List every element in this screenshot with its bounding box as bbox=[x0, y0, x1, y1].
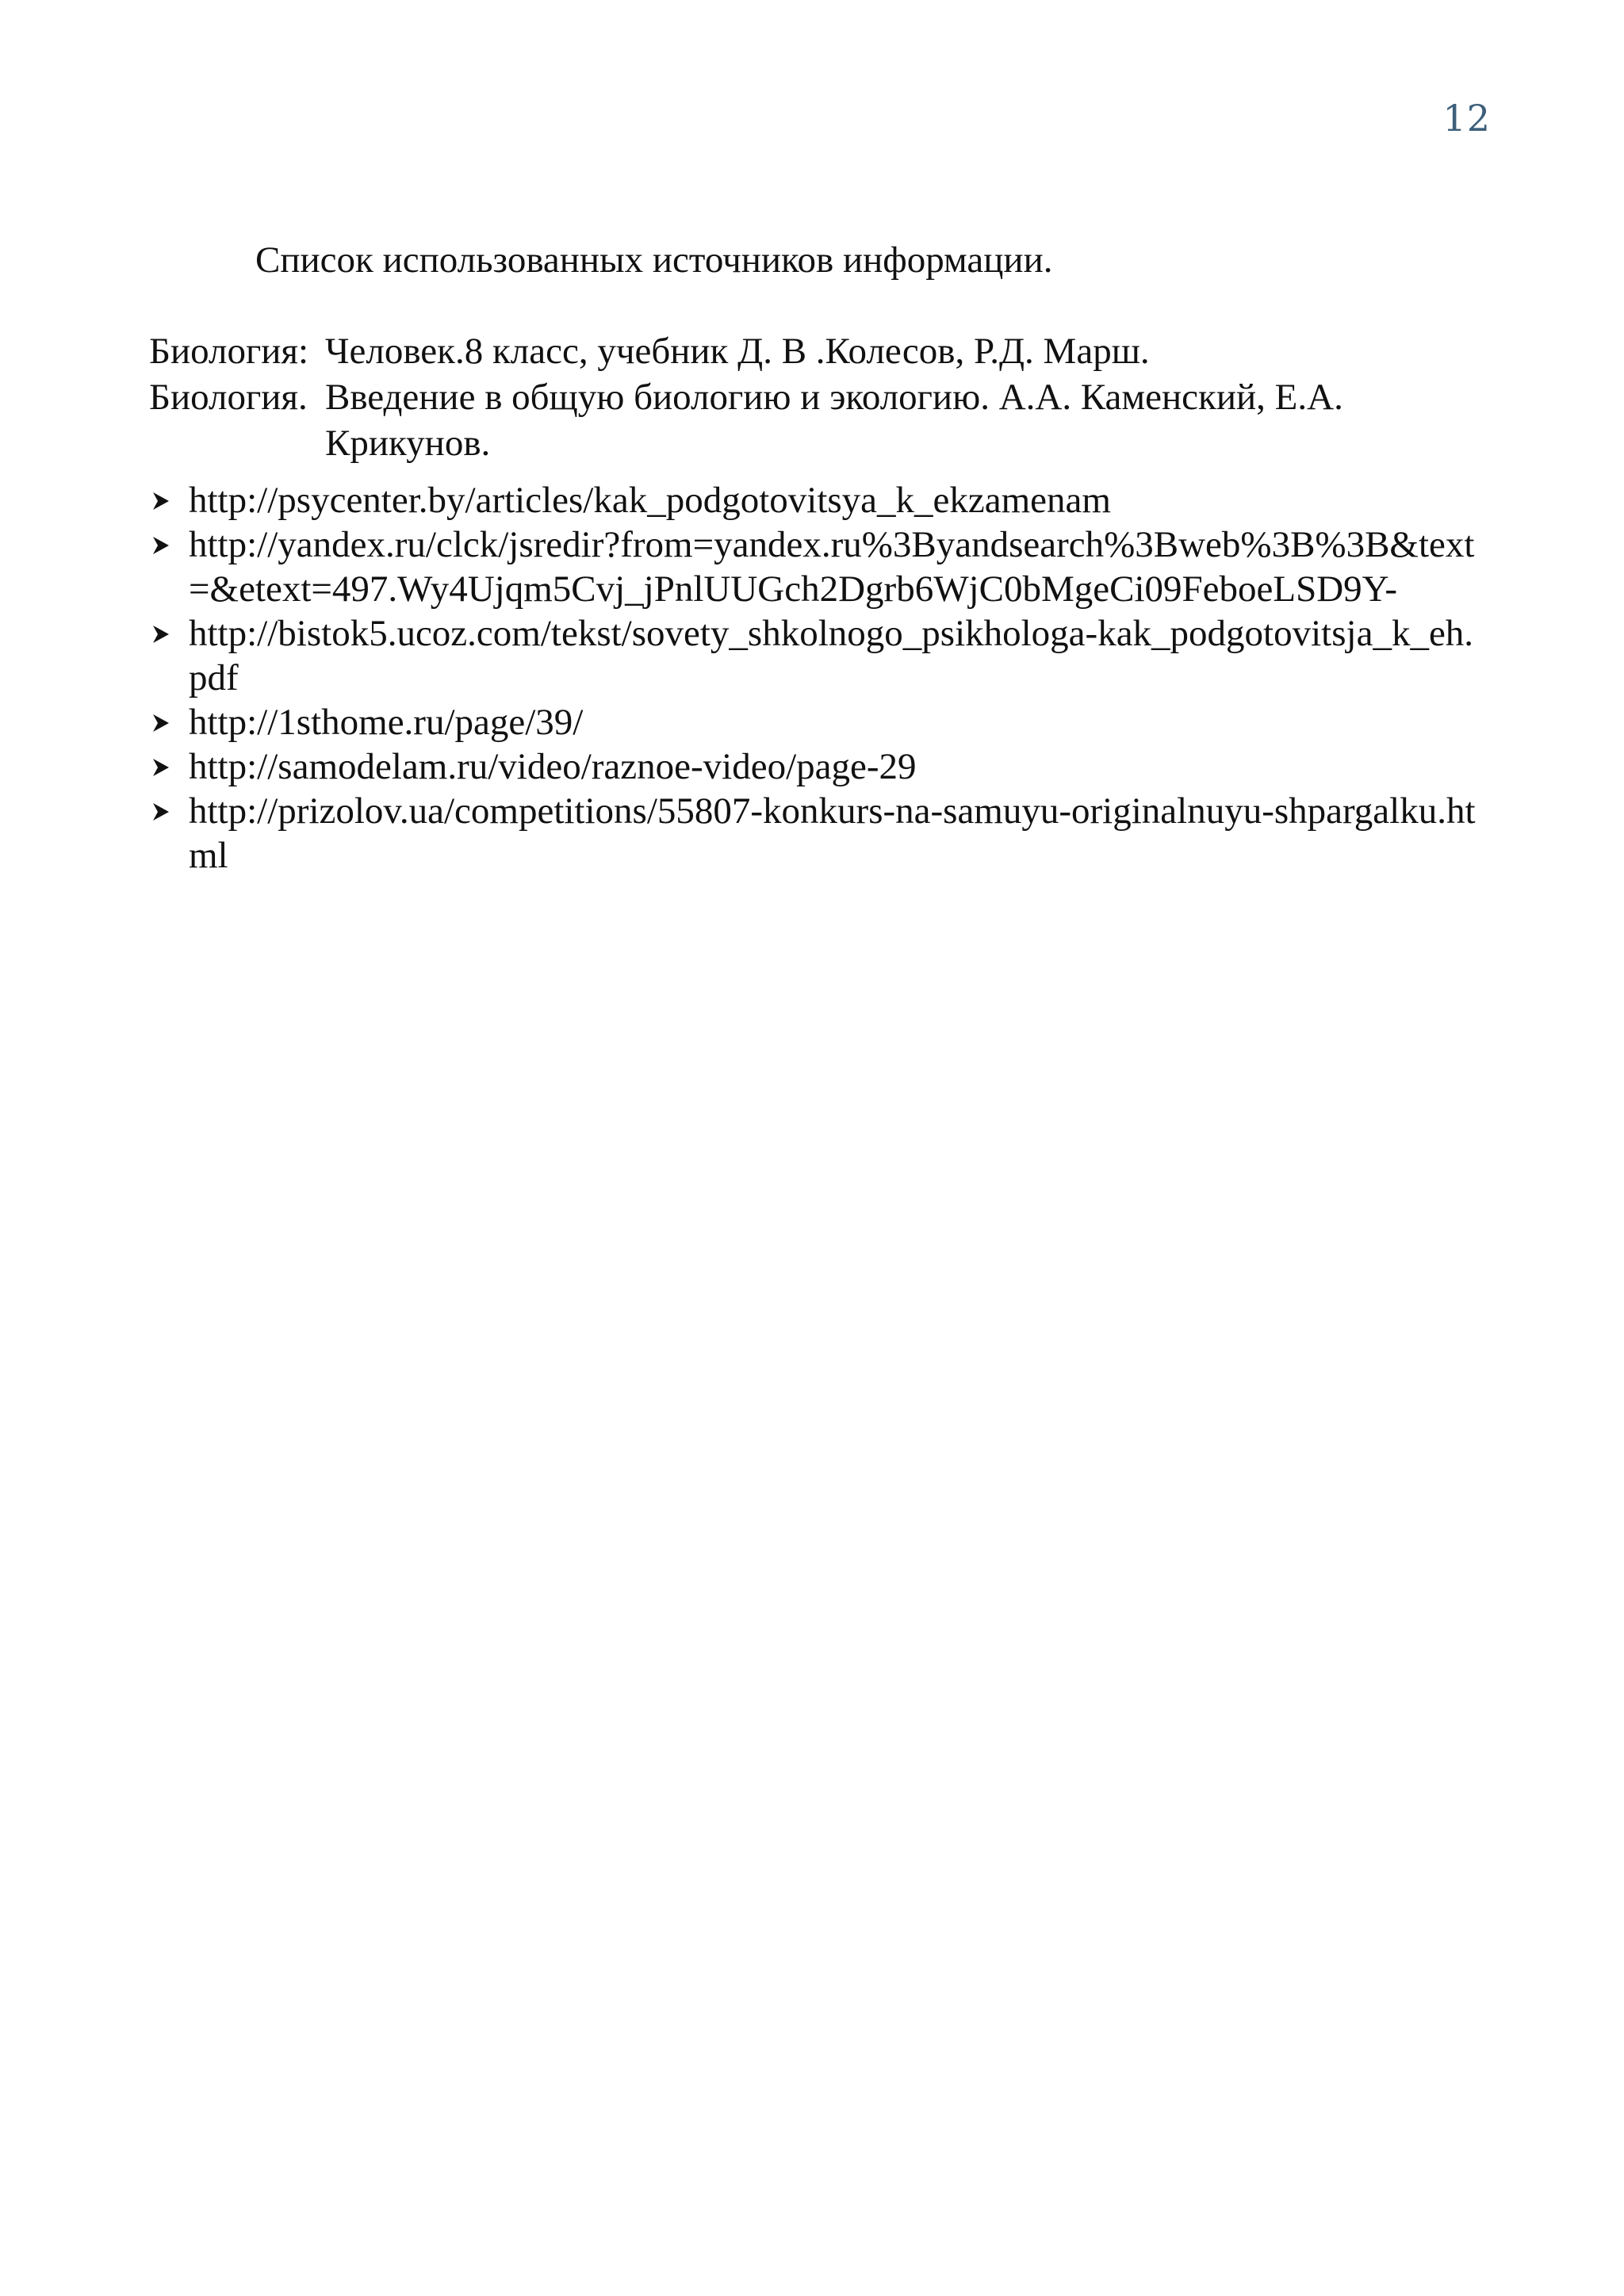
page-title: Список использованных источников информации. bbox=[255, 239, 1053, 281]
source-link[interactable]: http://psycenter.by/articles/kak_podgotovitsya_k_ekzamenam bbox=[189, 480, 1111, 521]
source-link[interactable]: http://1sthome.ru/page/39/ bbox=[189, 702, 584, 743]
book-subject: Биология: bbox=[149, 331, 309, 372]
list-item bbox=[149, 744, 1497, 789]
list-item bbox=[149, 522, 1497, 611]
arrowhead-bullet-icon bbox=[149, 522, 189, 567]
book-details: Человек.8 класс, учебник Д. В .Колесов, Р.Д. Марш. bbox=[325, 331, 1150, 372]
book-reference bbox=[149, 328, 1497, 374]
list-item bbox=[149, 611, 1497, 700]
source-link[interactable]: http://samodelam.ru/video/raznoe-video/page-29 bbox=[189, 746, 917, 787]
book-references bbox=[149, 328, 1497, 466]
arrowhead-bullet-icon bbox=[149, 744, 189, 789]
list-item bbox=[149, 478, 1497, 522]
arrowhead-bullet-icon bbox=[149, 611, 189, 656]
list-item bbox=[149, 700, 1497, 744]
book-reference bbox=[149, 374, 1497, 466]
arrowhead-bullet-icon bbox=[149, 478, 189, 522]
web-source-list bbox=[149, 478, 1497, 878]
arrowhead-bullet-icon bbox=[149, 789, 189, 833]
source-link[interactable]: http://bistok5.ucoz.com/tekst/sovety_shkolnogo_psikhologa-kak_podgotovitsja_k_eh.pdf bbox=[189, 613, 1474, 698]
book-details: Введение в общую биологию и экологию. А.А. Каменский, Е.А. Крикунов. bbox=[325, 377, 1343, 464]
arrowhead-bullet-icon bbox=[149, 700, 189, 744]
source-link[interactable]: http://yandex.ru/clck/jsredir?from=yandex.ru%3Byandsearch%3Bweb%3B%3B&text=&etext=497.Wy4Ujqm5Cvj_jPnlUUGch2Dgrb6WjC0bMgeCi09FeboeLSD9Y- bbox=[189, 524, 1475, 610]
page-number: 12 bbox=[1442, 97, 1491, 140]
source-link[interactable]: http://prizolov.ua/competitions/55807-konkurs-na-samuyu-originalnuyu-shpargalku.html bbox=[189, 790, 1476, 876]
list-item bbox=[149, 789, 1497, 878]
book-subject: Биология. bbox=[149, 377, 308, 418]
